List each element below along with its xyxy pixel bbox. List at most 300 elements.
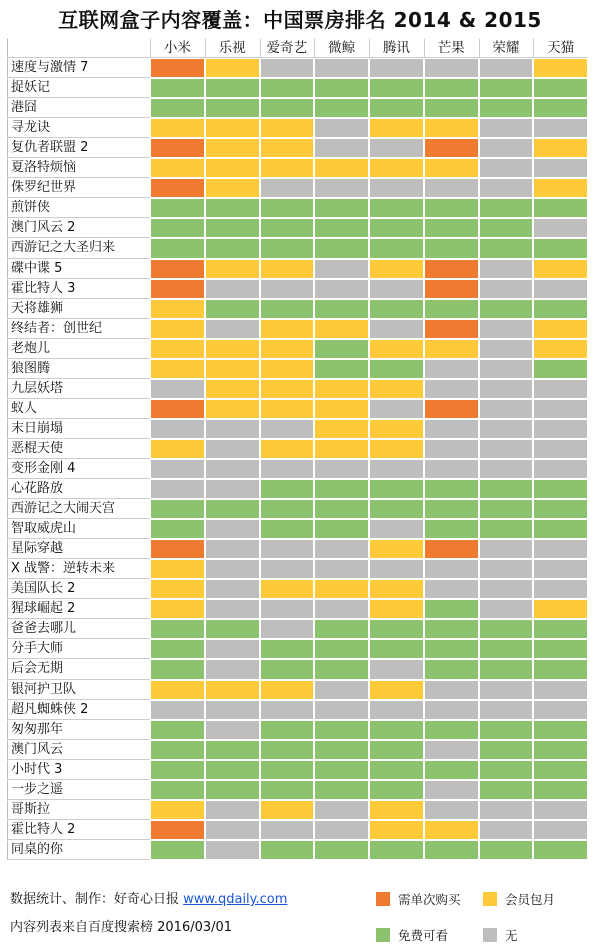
coverage-cell xyxy=(369,700,424,720)
coverage-cell xyxy=(424,238,479,258)
coverage-cell xyxy=(150,820,205,840)
coverage-cell xyxy=(424,118,479,138)
coverage-cell xyxy=(260,639,315,659)
header-corner xyxy=(7,38,150,58)
coverage-cell xyxy=(314,639,369,659)
coverage-cell xyxy=(533,800,588,820)
coverage-cell xyxy=(150,299,205,319)
coverage-cell xyxy=(369,379,424,399)
coverage-cell xyxy=(314,299,369,319)
coverage-cell xyxy=(314,800,369,820)
coverage-cell xyxy=(424,359,479,379)
movie-name: 西游记之大闹天宫 xyxy=(7,499,150,519)
coverage-cell xyxy=(260,138,315,158)
coverage-cell xyxy=(479,659,534,679)
coverage-cell xyxy=(533,339,588,359)
coverage-cell xyxy=(314,619,369,639)
coverage-cell xyxy=(479,118,534,138)
movie-name: 碟中谍 5 xyxy=(7,259,150,279)
coverage-cell xyxy=(369,259,424,279)
movie-name: 同桌的你 xyxy=(7,840,150,860)
coverage-cell xyxy=(314,218,369,238)
movie-name: 智取威虎山 xyxy=(7,519,150,539)
coverage-cell xyxy=(205,138,260,158)
coverage-cell xyxy=(424,519,479,539)
coverage-cell xyxy=(314,339,369,359)
coverage-cell xyxy=(150,519,205,539)
legend-item-free xyxy=(376,926,448,944)
table-row xyxy=(7,259,588,279)
coverage-cell xyxy=(205,459,260,479)
coverage-cell xyxy=(479,198,534,218)
coverage-cell xyxy=(314,539,369,559)
legend-label-free: 免费可看 xyxy=(398,928,449,943)
table-row xyxy=(7,58,588,78)
table-row xyxy=(7,780,588,800)
coverage-cell xyxy=(205,419,260,439)
coverage-cell xyxy=(479,720,534,740)
coverage-cell xyxy=(150,800,205,820)
coverage-cell xyxy=(369,399,424,419)
coverage-cell xyxy=(150,479,205,499)
column-header: 荣耀 xyxy=(479,38,534,58)
coverage-cell xyxy=(314,279,369,299)
movie-name: 霍比特人 3 xyxy=(7,279,150,299)
table-row xyxy=(7,559,588,579)
coverage-cell xyxy=(205,780,260,800)
table-row xyxy=(7,78,588,98)
coverage-cell xyxy=(314,399,369,419)
coverage-cell xyxy=(260,619,315,639)
coverage-cell xyxy=(205,820,260,840)
coverage-cell xyxy=(424,58,479,78)
coverage-cell xyxy=(533,158,588,178)
coverage-cell xyxy=(205,238,260,258)
table-row xyxy=(7,840,588,860)
coverage-cell xyxy=(314,319,369,339)
table-row xyxy=(7,439,588,459)
coverage-cell xyxy=(205,439,260,459)
coverage-cell xyxy=(369,98,424,118)
table-row xyxy=(7,118,588,138)
coverage-cell xyxy=(150,459,205,479)
coverage-cell xyxy=(533,820,588,840)
coverage-cell xyxy=(205,599,260,619)
movie-name: 蚁人 xyxy=(7,399,150,419)
coverage-cell xyxy=(424,279,479,299)
movie-name: 西游记之大圣归来 xyxy=(7,238,150,258)
coverage-cell xyxy=(533,780,588,800)
coverage-cell xyxy=(533,659,588,679)
coverage-cell xyxy=(424,218,479,238)
movie-name: 澳门风云 2 xyxy=(7,218,150,238)
column-header: 天猫 xyxy=(533,38,588,58)
coverage-cell xyxy=(314,780,369,800)
coverage-cell xyxy=(533,98,588,118)
coverage-cell xyxy=(369,439,424,459)
coverage-cell xyxy=(479,138,534,158)
coverage-cell xyxy=(314,238,369,258)
coverage-cell xyxy=(260,279,315,299)
coverage-cell xyxy=(369,238,424,258)
coverage-cell xyxy=(479,780,534,800)
coverage-cell xyxy=(150,680,205,700)
movie-name: 小时代 3 xyxy=(7,760,150,780)
legend-item-member xyxy=(483,890,555,908)
table-row xyxy=(7,619,588,639)
coverage-cell xyxy=(205,158,260,178)
coverage-cell xyxy=(205,58,260,78)
coverage-cell xyxy=(479,319,534,339)
coverage-cell xyxy=(424,579,479,599)
coverage-cell xyxy=(150,439,205,459)
legend-swatch-buy xyxy=(376,892,390,906)
coverage-cell xyxy=(424,178,479,198)
coverage-cell xyxy=(479,158,534,178)
coverage-cell xyxy=(369,519,424,539)
coverage-cell xyxy=(369,138,424,158)
coverage-cell xyxy=(260,800,315,820)
table-row xyxy=(7,238,588,258)
coverage-cell xyxy=(260,479,315,499)
coverage-cell xyxy=(150,539,205,559)
coverage-cell xyxy=(314,118,369,138)
table-row xyxy=(7,479,588,499)
coverage-cell xyxy=(424,299,479,319)
movie-name: 后会无期 xyxy=(7,659,150,679)
coverage-cell xyxy=(314,700,369,720)
coverage-cell xyxy=(150,259,205,279)
legend-item-buy xyxy=(376,890,461,908)
coverage-cell xyxy=(314,58,369,78)
chart-title: 互联网盒子内容覆盖：中国票房排名 2014 & 2015 xyxy=(58,8,542,32)
movie-name: 霍比特人 2 xyxy=(7,820,150,840)
coverage-cell xyxy=(533,78,588,98)
table-row xyxy=(7,820,588,840)
coverage-cell xyxy=(260,559,315,579)
coverage-cell xyxy=(533,720,588,740)
movie-name: 速度与激情 7 xyxy=(7,58,150,78)
coverage-cell xyxy=(205,680,260,700)
coverage-cell xyxy=(369,198,424,218)
coverage-cell xyxy=(533,539,588,559)
coverage-cell xyxy=(205,659,260,679)
movie-name: 老炮儿 xyxy=(7,339,150,359)
coverage-cell xyxy=(369,359,424,379)
coverage-cell xyxy=(260,238,315,258)
coverage-cell xyxy=(424,740,479,760)
coverage-cell xyxy=(205,198,260,218)
coverage-cell xyxy=(150,319,205,339)
coverage-cell xyxy=(533,238,588,258)
coverage-cell xyxy=(533,740,588,760)
movie-name: 侏罗纪世界 xyxy=(7,178,150,198)
coverage-cell xyxy=(260,680,315,700)
movie-name: 天将雄狮 xyxy=(7,299,150,319)
column-header: 小米 xyxy=(150,38,205,58)
coverage-cell xyxy=(314,359,369,379)
movie-name: 煎饼侠 xyxy=(7,198,150,218)
coverage-cell xyxy=(205,579,260,599)
coverage-cell xyxy=(314,78,369,98)
coverage-cell xyxy=(533,639,588,659)
table-row xyxy=(7,680,588,700)
coverage-cell xyxy=(314,680,369,700)
coverage-cell xyxy=(424,820,479,840)
coverage-cell xyxy=(260,259,315,279)
column-header: 芒果 xyxy=(424,38,479,58)
coverage-cell xyxy=(369,499,424,519)
coverage-cell xyxy=(479,760,534,780)
coverage-cell xyxy=(424,98,479,118)
movie-name: X 战警：逆转未来 xyxy=(7,559,150,579)
coverage-cell xyxy=(533,579,588,599)
column-header: 乐视 xyxy=(205,38,260,58)
coverage-cell xyxy=(150,158,205,178)
legend-label-none: 无 xyxy=(505,928,518,943)
table-row xyxy=(7,138,588,158)
coverage-cell xyxy=(424,479,479,499)
coverage-cell xyxy=(205,78,260,98)
coverage-cell xyxy=(479,559,534,579)
coverage-cell xyxy=(369,58,424,78)
coverage-cell xyxy=(260,118,315,138)
coverage-cell xyxy=(479,339,534,359)
coverage-cell xyxy=(479,519,534,539)
table-row xyxy=(7,519,588,539)
coverage-cell xyxy=(533,319,588,339)
table-row xyxy=(7,399,588,419)
table-row xyxy=(7,760,588,780)
coverage-cell xyxy=(479,439,534,459)
movie-name: 末日崩塌 xyxy=(7,419,150,439)
coverage-cell xyxy=(205,840,260,860)
coverage-cell xyxy=(479,259,534,279)
coverage-cell xyxy=(150,178,205,198)
table-row xyxy=(7,198,588,218)
coverage-cell xyxy=(424,459,479,479)
coverage-cell xyxy=(369,619,424,639)
coverage-cell xyxy=(314,820,369,840)
coverage-cell xyxy=(369,218,424,238)
coverage-cell xyxy=(205,178,260,198)
coverage-cell xyxy=(314,760,369,780)
coverage-cell xyxy=(533,379,588,399)
coverage-cell xyxy=(424,539,479,559)
table-row xyxy=(7,299,588,319)
table-row xyxy=(7,740,588,760)
coverage-cell xyxy=(260,539,315,559)
table-row xyxy=(7,720,588,740)
coverage-cell xyxy=(260,820,315,840)
coverage-cell xyxy=(205,218,260,238)
coverage-cell xyxy=(205,359,260,379)
coverage-cell xyxy=(424,700,479,720)
coverage-cell xyxy=(150,339,205,359)
coverage-cell xyxy=(150,579,205,599)
movie-name: 终结者：创世纪 xyxy=(7,319,150,339)
coverage-cell xyxy=(260,339,315,359)
coverage-cell xyxy=(424,680,479,700)
coverage-cell xyxy=(314,259,369,279)
legend-swatch-member xyxy=(483,892,497,906)
coverage-cell xyxy=(479,178,534,198)
coverage-cell xyxy=(533,359,588,379)
coverage-cell xyxy=(479,619,534,639)
coverage-cell xyxy=(533,680,588,700)
coverage-cell xyxy=(479,299,534,319)
coverage-cell xyxy=(260,198,315,218)
coverage-cell xyxy=(314,499,369,519)
coverage-cell xyxy=(260,519,315,539)
coverage-cell xyxy=(424,760,479,780)
table-row xyxy=(7,319,588,339)
coverage-cell xyxy=(369,158,424,178)
coverage-cell xyxy=(150,359,205,379)
coverage-cell xyxy=(369,740,424,760)
coverage-cell xyxy=(424,499,479,519)
coverage-cell xyxy=(260,700,315,720)
coverage-cell xyxy=(479,58,534,78)
coverage-cell xyxy=(369,720,424,740)
coverage-cell xyxy=(533,399,588,419)
coverage-cell xyxy=(424,78,479,98)
movie-name: 夏洛特烦恼 xyxy=(7,158,150,178)
legend-label-member: 会员包月 xyxy=(505,892,556,907)
coverage-cell xyxy=(479,740,534,760)
coverage-cell xyxy=(424,619,479,639)
coverage-cell xyxy=(533,700,588,720)
coverage-cell xyxy=(314,740,369,760)
coverage-cell xyxy=(424,399,479,419)
qdaily-link[interactable]: www.qdaily.com xyxy=(183,892,288,907)
coverage-cell xyxy=(314,720,369,740)
movie-name: 狼图腾 xyxy=(7,359,150,379)
coverage-cell xyxy=(424,319,479,339)
coverage-cell xyxy=(424,840,479,860)
coverage-cell xyxy=(205,740,260,760)
table-row xyxy=(7,218,588,238)
coverage-cell xyxy=(205,279,260,299)
coverage-cell xyxy=(150,118,205,138)
coverage-cell xyxy=(150,399,205,419)
credit-text: 数据统计、制作：好奇心日报 xyxy=(10,892,184,907)
coverage-cell xyxy=(150,700,205,720)
coverage-cell xyxy=(369,279,424,299)
coverage-cell xyxy=(369,459,424,479)
coverage-cell xyxy=(205,519,260,539)
movie-name: 星际穿越 xyxy=(7,539,150,559)
coverage-cell xyxy=(479,379,534,399)
table-row xyxy=(7,419,588,439)
movie-name: 恶棍天使 xyxy=(7,439,150,459)
coverage-cell xyxy=(533,559,588,579)
header-row xyxy=(7,38,588,58)
table-row xyxy=(7,599,588,619)
coverage-cell xyxy=(205,800,260,820)
movie-name: 心花路放 xyxy=(7,479,150,499)
coverage-cell xyxy=(260,579,315,599)
table-row xyxy=(7,98,588,118)
movie-name: 爸爸去哪儿 xyxy=(7,619,150,639)
coverage-cell xyxy=(479,680,534,700)
table-row xyxy=(7,639,588,659)
coverage-cell xyxy=(150,58,205,78)
coverage-cell xyxy=(479,499,534,519)
coverage-cell xyxy=(424,780,479,800)
coverage-cell xyxy=(424,659,479,679)
coverage-cell xyxy=(479,419,534,439)
coverage-cell xyxy=(533,259,588,279)
coverage-cell xyxy=(150,659,205,679)
coverage-cell xyxy=(260,58,315,78)
table-row xyxy=(7,800,588,820)
coverage-cell xyxy=(205,720,260,740)
coverage-cell xyxy=(479,820,534,840)
table-row xyxy=(7,459,588,479)
coverage-cell xyxy=(150,599,205,619)
column-header: 微鲸 xyxy=(314,38,369,58)
movie-name: 猩球崛起 2 xyxy=(7,599,150,619)
coverage-cell xyxy=(205,339,260,359)
coverage-cell xyxy=(260,760,315,780)
table-row xyxy=(7,579,588,599)
movie-name: 匆匆那年 xyxy=(7,720,150,740)
coverage-cell xyxy=(260,218,315,238)
legend-label-buy: 需单次购买 xyxy=(398,892,461,907)
coverage-cell xyxy=(150,238,205,258)
coverage-cell xyxy=(260,98,315,118)
column-header: 腾讯 xyxy=(369,38,424,58)
coverage-cell xyxy=(150,559,205,579)
coverage-cell xyxy=(424,720,479,740)
coverage-cell xyxy=(314,579,369,599)
coverage-cell xyxy=(424,439,479,459)
movie-name: 一步之遥 xyxy=(7,780,150,800)
coverage-cell xyxy=(314,138,369,158)
coverage-cell xyxy=(260,78,315,98)
coverage-cell xyxy=(205,760,260,780)
coverage-cell xyxy=(533,840,588,860)
coverage-cell xyxy=(479,800,534,820)
coverage-cell xyxy=(314,459,369,479)
coverage-cell xyxy=(369,659,424,679)
coverage-cell xyxy=(205,700,260,720)
coverage-cell xyxy=(369,639,424,659)
movie-name: 捉妖记 xyxy=(7,78,150,98)
coverage-cell xyxy=(205,399,260,419)
coverage-cell xyxy=(314,559,369,579)
coverage-cell xyxy=(369,479,424,499)
coverage-cell xyxy=(533,299,588,319)
coverage-cell xyxy=(479,238,534,258)
coverage-cell xyxy=(533,459,588,479)
coverage-cell xyxy=(479,700,534,720)
coverage-cell xyxy=(150,639,205,659)
movie-name: 分手大师 xyxy=(7,639,150,659)
coverage-cell xyxy=(369,840,424,860)
movie-name: 寻龙诀 xyxy=(7,118,150,138)
movie-name: 复仇者联盟 2 xyxy=(7,138,150,158)
legend-swatch-none xyxy=(483,928,497,942)
coverage-cell xyxy=(150,780,205,800)
coverage-cell xyxy=(260,459,315,479)
coverage-cell xyxy=(369,800,424,820)
coverage-cell xyxy=(479,399,534,419)
coverage-cell xyxy=(205,118,260,138)
coverage-cell xyxy=(150,419,205,439)
coverage-cell xyxy=(479,479,534,499)
